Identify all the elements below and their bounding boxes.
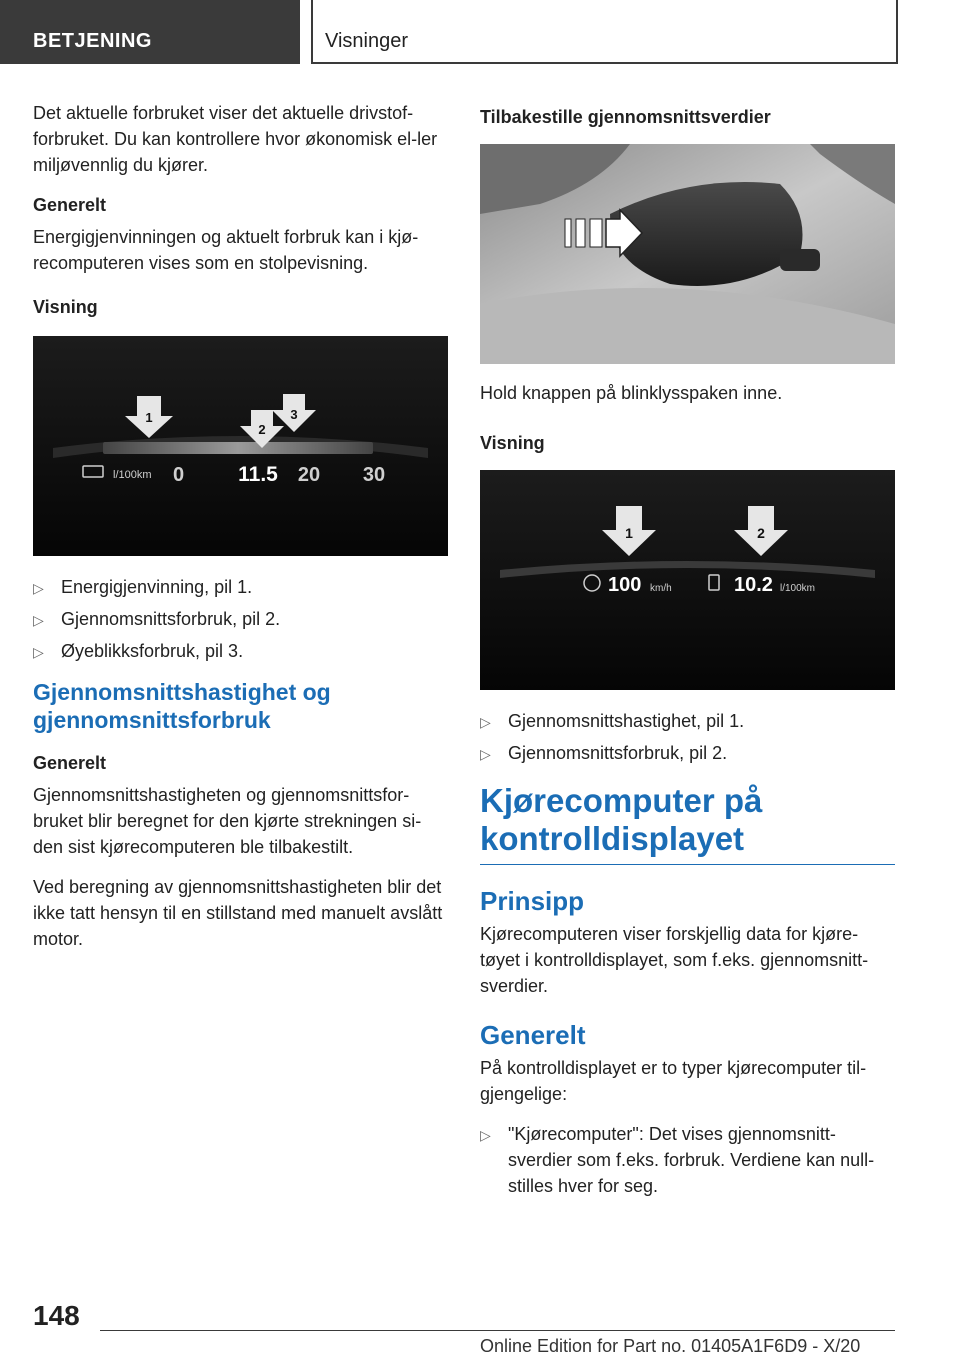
page-title-tab	[311, 0, 898, 64]
arrow-2-label: 2	[757, 525, 765, 541]
general-paragraph: Energigjenvinningen og aktuelt forbruk kan i kjø-recomputeren vises som en stolpevisning.	[33, 227, 419, 273]
turn-signal-lever-image	[480, 144, 895, 364]
arrow-1-label: 1	[145, 410, 153, 425]
display-heading-right: Visning	[480, 433, 545, 453]
average-values-image	[480, 470, 895, 690]
chapter-heading: Kjørecomputer på kontrolldisplayet	[480, 782, 895, 865]
general-heading-right: Generelt	[480, 1020, 586, 1050]
lever-illustration	[480, 144, 895, 364]
display-heading: Visning	[33, 297, 98, 317]
average-list	[480, 708, 895, 766]
section-tab	[0, 0, 300, 64]
triangle-bullet-icon: ▷	[33, 612, 44, 628]
general-paragraph-right: På kontrolldisplayet er to typer kjørecomputer til-gjengelige:	[480, 1058, 867, 1104]
arrow-2-label: 2	[258, 422, 266, 437]
scale-label: 30	[362, 464, 386, 486]
speed-unit: km/h	[650, 583, 672, 594]
left-column	[33, 100, 449, 966]
general2-paragraph-1: Gjennomsnittshastigheten og gjennomsnittsfor-bruket blir beregnet for den kjørte strekningen si-den sist kjørecomputeren ble tilbakestilt.	[33, 785, 422, 857]
list-item: ▷ "Kjørecomputer": Det vises gjennomsnitt-sverdier som f.eks. forbruk. Verdiene kan null-stilles hver for seg.	[480, 1124, 875, 1196]
section-label: BETJENING	[33, 30, 152, 52]
general2-paragraph-2: Ved beregning av gjennomsnittshastigheten blir det ikke tatt hensyn til en stillstand med manuelt avslått motor.	[33, 877, 443, 949]
arrow-1-label: 1	[625, 525, 633, 541]
triangle-bullet-icon: ▷	[33, 580, 44, 596]
intro-paragraph: Det aktuelle forbruket viser det aktuelle drivstof-forbruket. Du kan kontrollere hvor økonomisk el-ler miljøvennlig du kjører.	[33, 103, 438, 175]
consumption-unit: l/100km	[780, 583, 816, 594]
consumption-value: 10.2	[734, 574, 773, 596]
page-title: Visninger	[325, 30, 409, 52]
speed-value: 100	[608, 574, 642, 596]
list-item: ▷ Gjennomsnittsforbruk, pil 2.	[480, 740, 895, 766]
current-value: 11.5	[238, 463, 278, 486]
scale-label: 0	[173, 464, 185, 486]
triangle-bullet-icon: ▷	[480, 714, 491, 730]
list-item: ▷ Gjennomsnittshastighet, pil 1.	[480, 708, 895, 734]
scale-label: 20	[297, 464, 321, 486]
principle-heading: Prinsipp	[480, 886, 585, 916]
consumption-bar-illustration	[33, 336, 448, 556]
principle-paragraph: Kjørecomputeren viser forskjellig data for kjøre-tøyet i kontrolldisplayet, som f.eks. gjennomsnitt-sverdier.	[480, 924, 869, 996]
computer-types-list	[480, 1121, 895, 1199]
section-heading: Gjennomsnittshastighet og gjennomsnittsforbruk	[33, 679, 331, 733]
list-item: ▷ Gjennomsnittsforbruk, pil 2.	[33, 606, 449, 632]
triangle-bullet-icon: ▷	[480, 746, 491, 762]
general-heading: Generelt	[33, 195, 107, 215]
general2-heading: Generelt	[33, 753, 107, 773]
footer-divider	[100, 1330, 895, 1331]
right-column	[480, 104, 895, 1213]
reset-heading: Tilbakestille gjennomsnittsverdier	[480, 107, 771, 127]
triangle-bullet-icon: ▷	[480, 1127, 491, 1143]
consumption-list	[33, 574, 449, 664]
triangle-bullet-icon: ▷	[33, 644, 44, 660]
list-item: ▷ Øyeblikksforbruk, pil 3.	[33, 638, 449, 664]
average-values-illustration	[480, 470, 895, 690]
consumption-bar-image	[33, 336, 448, 556]
reset-paragraph: Hold knappen på blinklysspaken inne.	[480, 383, 783, 403]
unit-label: l/100km	[113, 469, 152, 481]
edition-note: Online Edition for Part no. 01405A1F6D9 - X/20	[480, 1336, 861, 1356]
arrow-3-label: 3	[290, 407, 298, 422]
page-number: 148	[33, 1300, 80, 1331]
list-item: ▷ Energigjenvinning, pil 1.	[33, 574, 449, 600]
